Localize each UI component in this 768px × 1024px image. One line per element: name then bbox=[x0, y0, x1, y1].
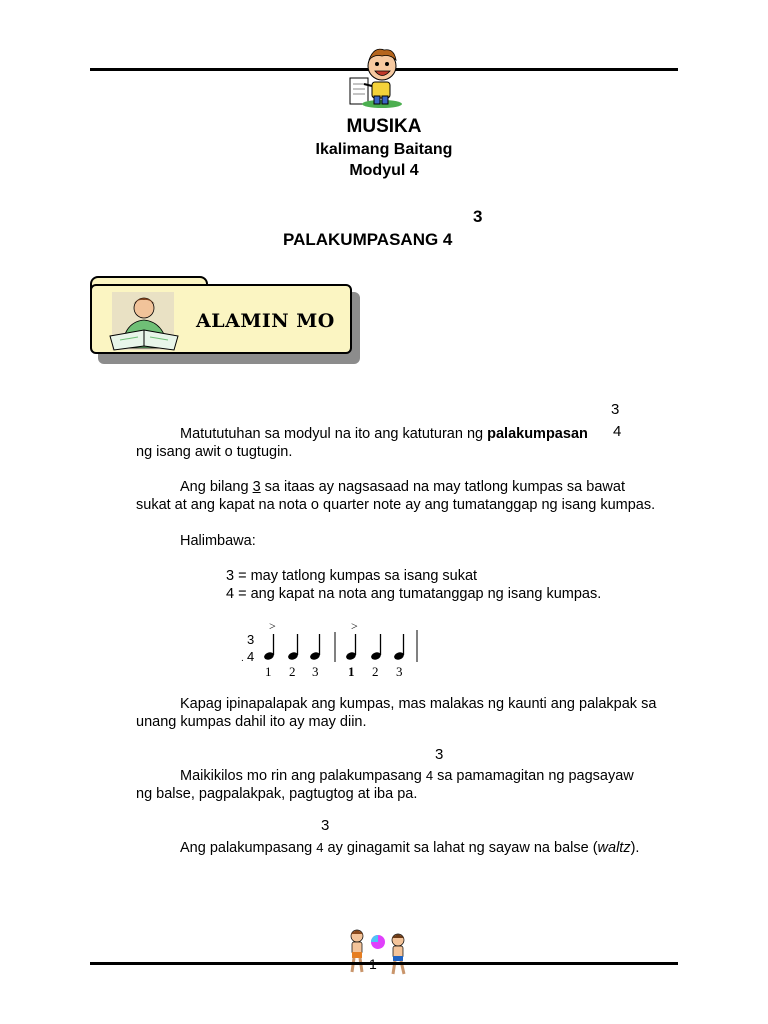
beat-count: 2 bbox=[289, 664, 296, 679]
quarter-note bbox=[263, 634, 275, 661]
module-number: Modyul 4 bbox=[349, 162, 419, 179]
paragraph-4-line-1: Maikikilos mo rin ang palakumpasang 4 sa pamamagitan ng pagsayaw bbox=[180, 768, 634, 784]
quarter-note bbox=[345, 634, 357, 661]
accent-mark-2: > bbox=[351, 619, 358, 633]
paragraph-3-line-1: Kapag ipinapalapak ang kumpas, mas malakas ng kaunti ang palakpak sa bbox=[180, 696, 657, 712]
quarter-note bbox=[393, 634, 405, 661]
document-title: MUSIKA bbox=[346, 116, 422, 137]
p4-time-signature-bottom: 4 bbox=[425, 768, 434, 783]
topic-time-signature-top: 3 bbox=[473, 207, 483, 226]
p5-time-signature-bottom: 4 bbox=[316, 840, 324, 855]
definition-4: 4 = ang kapat na nota ang tumatanggap ng isang kumpas. bbox=[226, 586, 602, 602]
paragraph-4-line-2: ng balse, pagpalakpak, pagtugtog at iba pa. bbox=[136, 786, 418, 802]
waltz-rhythm-notation bbox=[236, 614, 426, 682]
underlined-number-3: 3 bbox=[252, 479, 261, 495]
p4-time-signature-top: 3 bbox=[435, 746, 444, 763]
beat-count: 3 bbox=[312, 664, 319, 679]
page-number: 1 bbox=[369, 956, 377, 972]
notation-time-bottom: 4 bbox=[247, 649, 255, 664]
example-label: Halimbawa: bbox=[180, 533, 256, 549]
quarter-note bbox=[287, 634, 299, 661]
paragraph-3-line-2: unang kumpas dahil ito ay may diin. bbox=[136, 714, 367, 730]
p1-time-signature-top: 3 bbox=[611, 401, 620, 418]
keyword-palakumpasan: palakumpasan bbox=[487, 426, 588, 442]
italic-waltz: waltz bbox=[597, 840, 631, 856]
paragraph-2-line-1: Ang bilang 3 sa itaas ay nagsasaad na may tatlong kumpas sa bawat bbox=[180, 479, 625, 495]
beat-count: 2 bbox=[372, 664, 379, 679]
banner-title: ALAMIN MO bbox=[196, 310, 335, 332]
man-reading-book-icon bbox=[102, 290, 182, 352]
children-playing-ball-illustration bbox=[344, 926, 414, 978]
svg-text:.: . bbox=[241, 653, 244, 664]
beat-count: 3 bbox=[396, 664, 403, 679]
paragraph-1-line-1: Matututuhan sa modyul na ito ang katuturan ng palakumpasan bbox=[180, 426, 588, 442]
paragraph-5-line-1: Ang palakumpasang 4 ay ginagamit sa lahat ng sayaw na balse (waltz). bbox=[180, 840, 640, 856]
definition-3: 3 = may tatlong kumpas sa isang sukat bbox=[226, 568, 478, 584]
beat-count: 1 bbox=[348, 664, 355, 679]
grade-level: Ikalimang Baitang bbox=[315, 141, 453, 158]
paragraph-1-line-2: ng isang awit o tugtugin. bbox=[136, 444, 293, 460]
bottom-rule bbox=[90, 962, 678, 965]
paragraph-2-line-2: sukat at ang kapat na nota o quarter note ay ang tumatanggap ng isang kumpas. bbox=[136, 497, 656, 513]
beat-count: 1 bbox=[265, 664, 272, 679]
quarter-note bbox=[309, 634, 321, 661]
accent-mark-1: > bbox=[269, 619, 276, 633]
quarter-note bbox=[370, 634, 382, 661]
notation-time-top: 3 bbox=[247, 632, 255, 647]
topic-title: PALAKUMPASANG 4 bbox=[283, 230, 453, 249]
p5-time-signature-top: 3 bbox=[321, 817, 330, 834]
p1-time-signature-bottom: 4 bbox=[613, 423, 622, 440]
child-reading-illustration bbox=[344, 44, 408, 110]
